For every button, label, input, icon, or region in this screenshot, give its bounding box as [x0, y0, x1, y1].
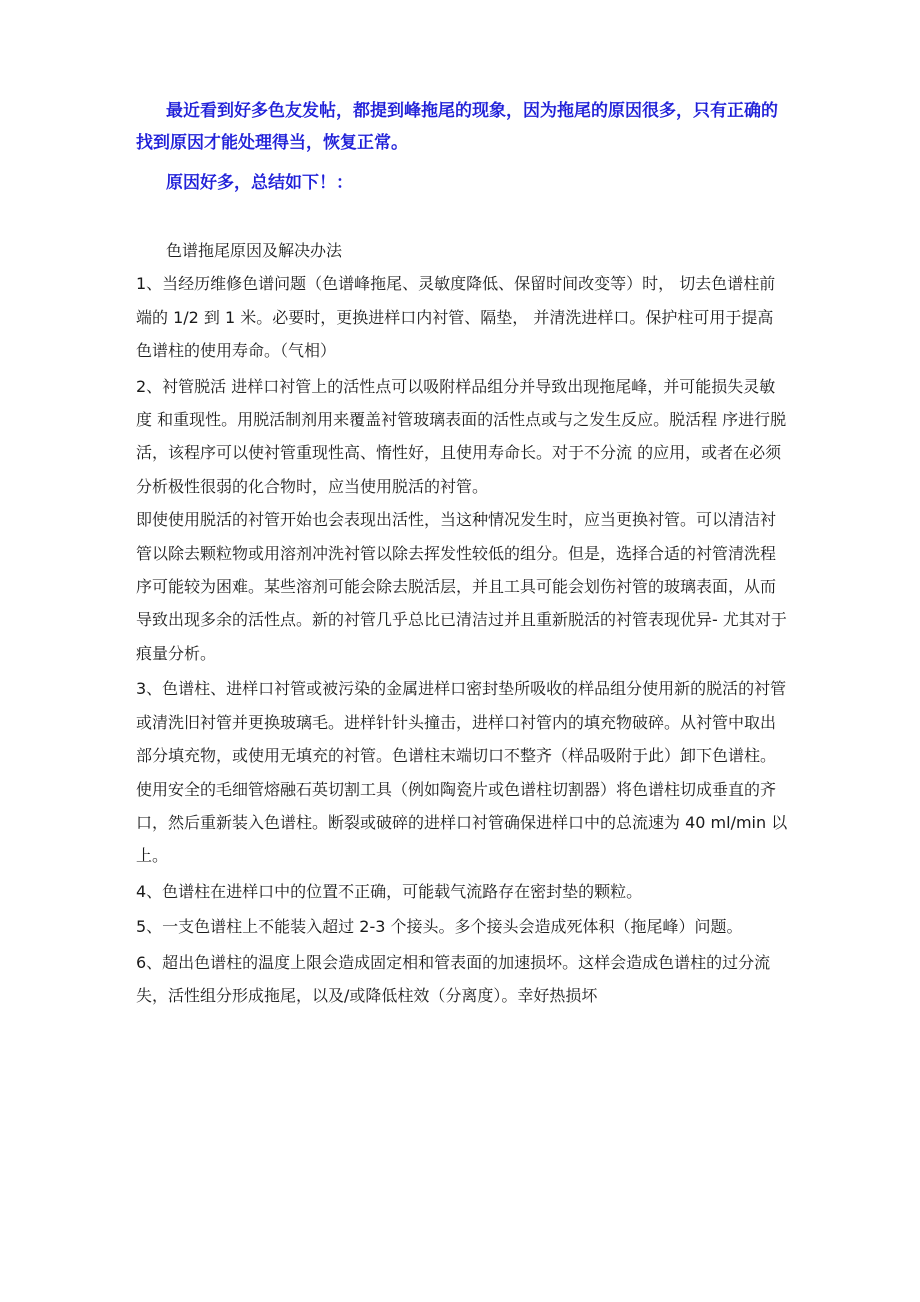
- article-paragraph-7: 6、超出色谱柱的温度上限会造成固定相和管表面的加速损坏。这样会造成色谱柱的过分流失，活性组分形成拖尾，以及/或降低柱效（分离度）。幸好热损坏: [136, 952, 771, 1005]
- intro-summary-line: 原因好多，总结如下！：: [166, 173, 353, 193]
- article-paragraph-6: 5、一支色谱柱上不能装入超过 2-3 个接头。多个接头会造成死体积（拖尾峰）问题。: [136, 917, 743, 937]
- intro-paragraph: 最近看到好多色友发帖，都提到峰拖尾的现象，因为拖尾的原因很多，只有正确的找到原因才能处理得当，恢复正常。: [136, 101, 778, 153]
- article-body: [136, 234, 788, 1012]
- article-paragraph-2: 2、衬管脱活 进样口衬管上的活性点可以吸附样品组分并导致出现拖尾峰，并可能损失灵敏度 和重现性。用脱活制剂用来覆盖衬管玻璃表面的活性点或与之发生反应。脱活程 序进行脱活，该程序可以使衬管重现性高、惰性好，且使用寿命长。对于不分流 的应用，或者在必须分析极性很弱的化合物时，应当使用脱活的衬管。: [136, 376, 787, 496]
- intro-section: [136, 95, 786, 199]
- article-heading: 色谱拖尾原因及解决办法: [166, 241, 343, 260]
- article-paragraph-3: 即使使用脱活的衬管开始也会表现出活性，当这种情况发生时，应当更换衬管。可以清洁衬管以除去颗粒物或用溶剂冲洗衬管以除去挥发性较低的组分。但是，选择合适的衬管清洗程序可能较为困难。某些溶剂可能会除去脱活层，并且工具可能会划伤衬管的玻璃表面，从而导致出现多余的活性点。新的衬管几乎总比已清洁过并且重新脱活的衬管表现优异- 尤其对于痕量分析。: [136, 510, 787, 663]
- article-paragraph-1: 1、当经历维修色谱问题（色谱峰拖尾、灵敏度降低、保留时间改变等）时， 切去色谱柱前端的 1/2 到 1 米。必要时，更换进样口内衬管、隔垫， 并清洗进样口。保护柱可用于提高色谱柱的使用寿命。（气相）: [136, 274, 776, 361]
- article-paragraph-4: 3、色谱柱、进样口衬管或被污染的金属进样口密封垫所吸收的样品组分使用新的脱活的衬管或清洗旧衬管并更换玻璃毛。进样针针头撞击，进样口衬管内的填充物破碎。从衬管中取出部分填充物，或使用无填充的衬管。色谱柱末端切口不整齐（样品吸附于此）卸下色谱柱。使用安全的毛细管熔融石英切割工具（例如陶瓷片或色谱柱切割器）将色谱柱切成垂直的齐口，然后重新装入色谱柱。断裂或破碎的进样口衬管确保进样口中的总流速为 40 ml/min 以上。: [136, 679, 788, 866]
- article-paragraph-5: 4、色谱柱在进样口中的位置不正确，可能载气流路存在密封垫的颗粒。: [136, 881, 643, 901]
